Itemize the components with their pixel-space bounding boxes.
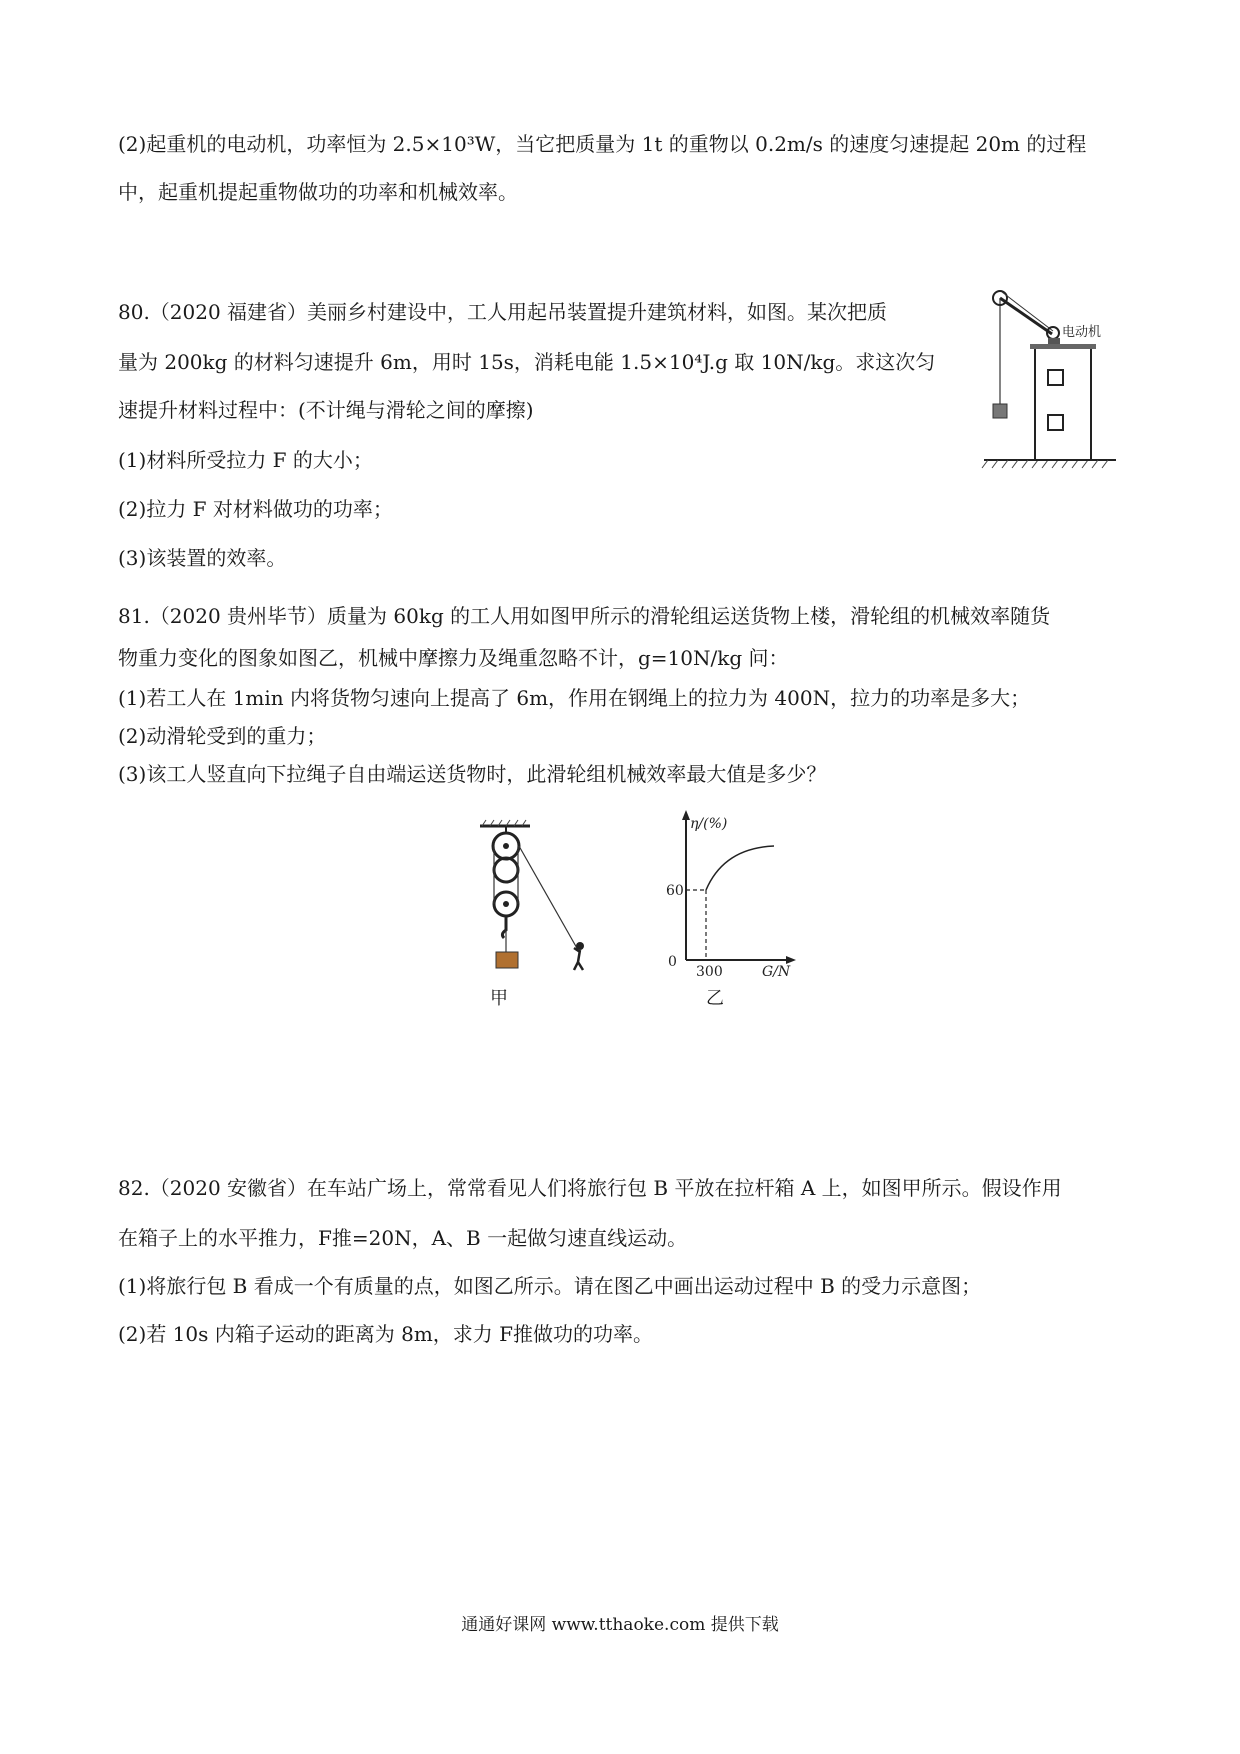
q81-line-1: 81.（2020 贵州毕节）质量为 60kg 的工人用如图甲所示的滑轮组运送货物上楼，滑轮组的机械效率随货 <box>118 604 1051 628</box>
origin-label: 0 <box>668 954 677 970</box>
efficiency-graph <box>660 808 800 980</box>
q81-sub-1: (1)若工人在 1min 内将货物匀速向上提高了 6m，作用在钢绳上的拉力为 400N，拉力的功率是多大； <box>118 686 1031 710</box>
crane-figure <box>980 284 1120 472</box>
q80-sub-2: (2)拉力 F 对材料做功的功率； <box>118 497 393 521</box>
q80-line-3: 速提升材料过程中：(不计绳与滑轮之间的摩擦) <box>118 398 534 422</box>
q82-line-2: 在箱子上的水平推力，F推=20N，A、B 一起做匀速直线运动。 <box>118 1226 688 1250</box>
q81-sub-3: (3)该工人竖直向下拉绳子自由端运送货物时，此滑轮组机械效率最大值是多少？ <box>118 762 827 786</box>
y-axis-label: η/(%) <box>690 816 728 832</box>
efficiency-curve <box>706 846 774 890</box>
y-tick-60: 60 <box>666 883 684 899</box>
q80-sub-3: (3)该装置的效率。 <box>118 546 287 570</box>
fig-a-caption: 甲 <box>490 988 508 1009</box>
fig-b-caption: 乙 <box>706 988 724 1009</box>
q80-line-2: 量为 200kg 的材料匀速提升 6m，用时 15s，消耗电能 1.5×10⁴J.g 取 10N/kg。求这次匀 <box>118 350 936 374</box>
q82-sub-2: (2)若 10s 内箱子运动的距离为 8m，求力 F推做功的功率。 <box>118 1322 654 1346</box>
prev-part-line-1: (2)起重机的电动机，功率恒为 2.5×10³W，当它把质量为 1t 的重物以 0.2m/s 的速度匀速提起 20m 的过程 <box>118 132 1087 156</box>
q82-line-1: 82.（2020 安徽省）在车站广场上，常常看见人们将旅行包 B 平放在拉杆箱 A 上，如图甲所示。假设作用 <box>118 1176 1062 1200</box>
prev-part-line-2: 中，起重机提起重物做功的功率和机械效率。 <box>118 180 518 204</box>
motor-label: 电动机 <box>1062 325 1102 340</box>
x-axis-label: G/N <box>762 964 791 980</box>
q80-line-1: 80.（2020 福建省）美丽乡村建设中，工人用起吊装置提升建筑材料，如图。某次把质 <box>118 300 888 324</box>
x-tick-300: 300 <box>696 964 723 980</box>
q80-sub-1: (1)材料所受拉力 F 的大小； <box>118 448 373 472</box>
q81-sub-2: (2)动滑轮受到的重力； <box>118 724 327 748</box>
page-footer: 通通好课网 www.tthaoke.com 提供下载 <box>461 1615 779 1635</box>
q82-sub-1: (1)将旅行包 B 看成一个有质量的点，如图乙所示。请在图乙中画出运动过程中 B 的受力示意图； <box>118 1274 982 1298</box>
q81-line-2: 物重力变化的图象如图乙，机械中摩擦力及绳重忽略不计，g=10N/kg 问： <box>118 646 789 670</box>
pulley-system-figure <box>470 818 600 978</box>
